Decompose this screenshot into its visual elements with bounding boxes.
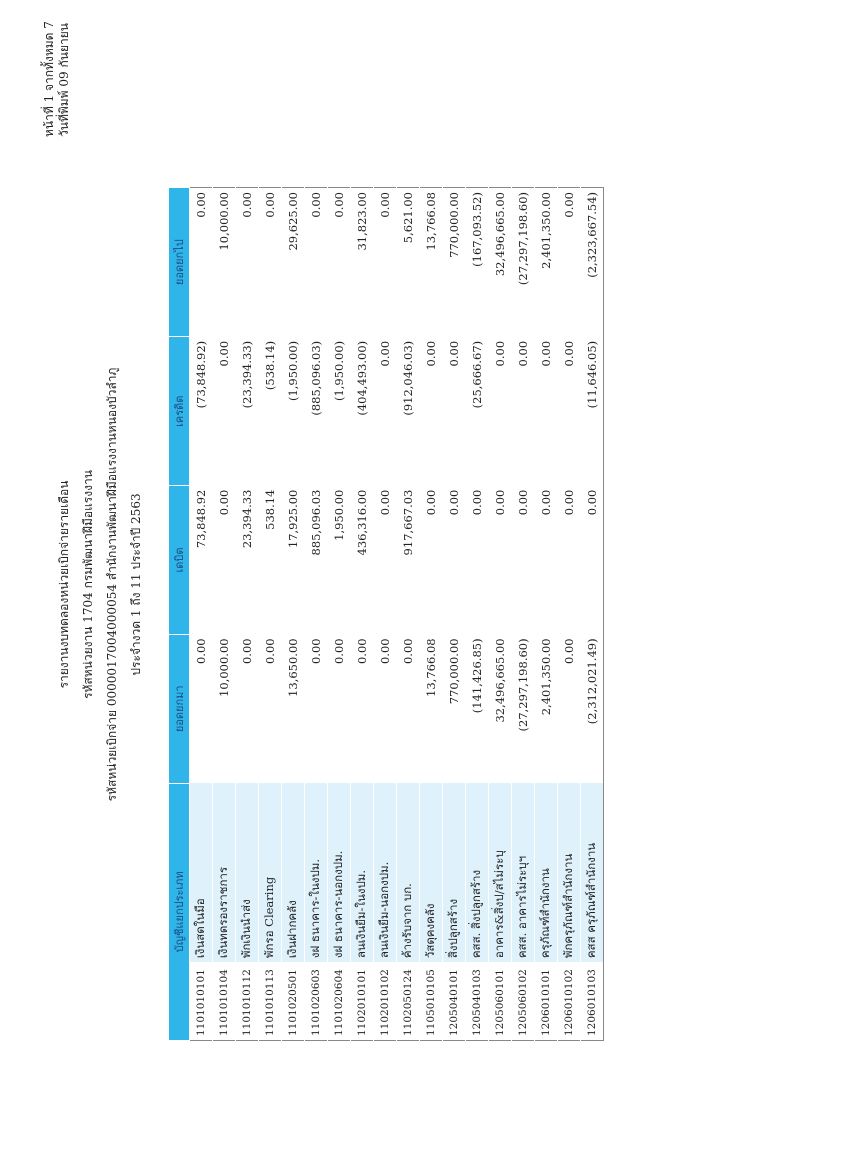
account-code: 1101020501 — [282, 962, 305, 1040]
debit-amount: 0.00 — [443, 486, 466, 635]
account-code: 1206010102 — [558, 962, 581, 1040]
debit-amount: 885,096.03 — [305, 486, 328, 635]
account-code: 1102050124 — [397, 962, 420, 1040]
col-header-credit: เครดิต — [169, 337, 190, 486]
col-header-debit: เดบิต — [169, 486, 190, 635]
credit-amount: (538.14) — [259, 337, 282, 486]
credit-amount: (73,848.92) — [190, 337, 213, 486]
account-name: พักเงินนำส่ง — [236, 783, 259, 962]
print-date: วันที่พิมพ์ 09 กันยายน — [57, 23, 71, 137]
account-name: คสส ครุภัณฑ์สำนักงาน — [581, 783, 604, 962]
brought-forward: 0.00 — [351, 634, 374, 783]
table-row — [535, 188, 558, 1041]
brought-forward: 13,650.00 — [282, 634, 305, 783]
account-name: งฝ ธนาคาร-นอกงปม. — [328, 783, 351, 962]
account-code: 1101010101 — [190, 962, 213, 1040]
col-header-carried-forward: ยอดยกไป — [169, 188, 190, 337]
carried-forward: (2,323,667.54) — [581, 188, 604, 337]
account-name: พักครุภัณฑ์สำนักงาน — [558, 783, 581, 962]
report-title-block — [52, 0, 148, 1169]
account-code: 1206010101 — [535, 962, 558, 1040]
carried-forward: 5,621.00 — [397, 188, 420, 337]
credit-amount: (11,646.05) — [581, 337, 604, 486]
brought-forward: 0.00 — [397, 634, 420, 783]
carried-forward: (167,093.52) — [466, 188, 489, 337]
carried-forward: (27,297,198.60) — [512, 188, 535, 337]
account-name: ครุภัณฑ์สำนักงาน — [535, 783, 558, 962]
debit-amount: 0.00 — [535, 486, 558, 635]
account-name: วัสดุคงคลัง — [420, 783, 443, 962]
brought-forward: (141,426.85) — [466, 634, 489, 783]
table-row — [397, 188, 420, 1041]
debit-amount: 436,316.00 — [351, 486, 374, 635]
account-code: 1101010113 — [259, 962, 282, 1040]
debit-amount: 0.00 — [581, 486, 604, 635]
carried-forward: 0.00 — [236, 188, 259, 337]
table-row — [351, 188, 374, 1041]
disbursement-unit: รหัสหน่วยเบิกจ่าย 0000017004000054 สำนักงานพัฒนาฝีมือแรงงานหนองบัวลำภู — [105, 367, 119, 802]
account-name: เงินฝากคลัง — [282, 783, 305, 962]
account-code: 1101020604 — [328, 962, 351, 1040]
account-name: เงินทดรองราชการ — [213, 783, 236, 962]
carried-forward: 0.00 — [259, 188, 282, 337]
carried-forward: 770,000.00 — [443, 188, 466, 337]
carried-forward: 31,823.00 — [351, 188, 374, 337]
table-row — [581, 188, 604, 1041]
table-row — [489, 188, 512, 1041]
table-row — [305, 188, 328, 1041]
account-code: 1205060101 — [489, 962, 512, 1040]
brought-forward: 0.00 — [558, 634, 581, 783]
table-header-row — [169, 188, 190, 1041]
account-name: คสส. อาคารไม่ระบุฯ — [512, 783, 535, 962]
account-code: 1205040101 — [443, 962, 466, 1040]
debit-amount: 17,925.00 — [282, 486, 305, 635]
table-row — [443, 188, 466, 1041]
credit-amount: 0.00 — [443, 337, 466, 486]
debit-amount: 0.00 — [489, 486, 512, 635]
agency-code: รหัสหน่วยงาน 1704 กรมพัฒนาฝีมือแรงงาน — [81, 470, 95, 699]
table-row — [512, 188, 535, 1041]
brought-forward: 10,000.00 — [213, 634, 236, 783]
table-row — [420, 188, 443, 1041]
table-body — [190, 188, 604, 1041]
debit-amount: 917,667.03 — [397, 486, 420, 635]
brought-forward: 0.00 — [305, 634, 328, 783]
credit-amount: (404,493.00) — [351, 337, 374, 486]
debit-amount: 538.14 — [259, 486, 282, 635]
debit-amount: 0.00 — [512, 486, 535, 635]
brought-forward: 2,401,350.00 — [535, 634, 558, 783]
credit-amount: 0.00 — [558, 337, 581, 486]
account-name: อาคาร&สิ่งป/สไม่ระบุ — [489, 783, 512, 962]
brought-forward: 0.00 — [374, 634, 397, 783]
credit-amount: (1,950.00) — [282, 337, 305, 486]
report-title: รายงานงบทดลองหน่วยเบิกจ่ายรายเดือน — [57, 480, 71, 689]
account-code: 1101010112 — [236, 962, 259, 1040]
credit-amount: (1,950.00) — [328, 337, 351, 486]
account-code: 1101020603 — [305, 962, 328, 1040]
account-code: 1102010102 — [374, 962, 397, 1040]
brought-forward: 770,000.00 — [443, 634, 466, 783]
carried-forward: 2,401,350.00 — [535, 188, 558, 337]
account-name: สิ่งปลูกสร้าง — [443, 783, 466, 962]
account-code: 1102010101 — [351, 962, 374, 1040]
credit-amount: 0.00 — [374, 337, 397, 486]
debit-amount: 0.00 — [420, 486, 443, 635]
trial-balance-table — [168, 187, 604, 1041]
account-code: 1206010103 — [581, 962, 604, 1040]
brought-forward: 0.00 — [328, 634, 351, 783]
brought-forward: 32,496,665.00 — [489, 634, 512, 783]
debit-amount: 0.00 — [374, 486, 397, 635]
table-row — [466, 188, 489, 1041]
account-name: คสส. สิ่งปลูกสร้าง — [466, 783, 489, 962]
credit-amount: (885,096.03) — [305, 337, 328, 486]
credit-amount: 0.00 — [512, 337, 535, 486]
account-name: ลนเงินยืม-นอกงปม. — [374, 783, 397, 962]
credit-amount: 0.00 — [535, 337, 558, 486]
brought-forward: (27,297,198.60) — [512, 634, 535, 783]
col-header-ledger: บัญชีแยกประเภท — [169, 783, 190, 1040]
credit-amount: (25,666.67) — [466, 337, 489, 486]
carried-forward: 0.00 — [558, 188, 581, 337]
debit-amount: 1,950.00 — [328, 486, 351, 635]
account-name: ลนเงินยืม-ในงปม. — [351, 783, 374, 962]
carried-forward: 29,625.00 — [282, 188, 305, 337]
account-name: เงินสดในมือ — [190, 783, 213, 962]
account-code: 1105010105 — [420, 962, 443, 1040]
carried-forward: 0.00 — [190, 188, 213, 337]
credit-amount: 0.00 — [420, 337, 443, 486]
brought-forward: 13,766.08 — [420, 634, 443, 783]
account-code: 1205060102 — [512, 962, 535, 1040]
brought-forward: (2,312,021.49) — [581, 634, 604, 783]
table-row — [236, 188, 259, 1041]
account-code: 1101010104 — [213, 962, 236, 1040]
col-header-brought-forward: ยอดยกมา — [169, 634, 190, 783]
debit-amount: 0.00 — [558, 486, 581, 635]
credit-amount: (23,394.33) — [236, 337, 259, 486]
carried-forward: 10,000.00 — [213, 188, 236, 337]
carried-forward: 0.00 — [374, 188, 397, 337]
credit-amount: (912,046.03) — [397, 337, 420, 486]
debit-amount: 0.00 — [213, 486, 236, 635]
page-number: หน้าที่ 1 จากทั้งหมด 7 — [42, 21, 56, 137]
account-name: งฝ ธนาคาร-ในงปม. — [305, 783, 328, 962]
carried-forward: 0.00 — [328, 188, 351, 337]
table-row — [374, 188, 397, 1041]
debit-amount: 0.00 — [466, 486, 489, 635]
debit-amount: 73,848.92 — [190, 486, 213, 635]
report-period: ประจำงวด 1 ถึง 11 ประจำปี 2563 — [129, 493, 143, 676]
table-row — [558, 188, 581, 1041]
table-row — [190, 188, 213, 1041]
table-row — [282, 188, 305, 1041]
credit-amount: 0.00 — [213, 337, 236, 486]
carried-forward: 0.00 — [305, 188, 328, 337]
brought-forward: 0.00 — [190, 634, 213, 783]
table-row — [328, 188, 351, 1041]
account-name: ค้างรับจาก บก. — [397, 783, 420, 962]
carried-forward: 32,496,665.00 — [489, 188, 512, 337]
carried-forward: 13,766.08 — [420, 188, 443, 337]
credit-amount: 0.00 — [489, 337, 512, 486]
brought-forward: 0.00 — [259, 634, 282, 783]
debit-amount: 23,394.33 — [236, 486, 259, 635]
account-code: 1205040103 — [466, 962, 489, 1040]
brought-forward: 0.00 — [236, 634, 259, 783]
account-name: พักรอ Clearing — [259, 783, 282, 962]
table-row — [259, 188, 282, 1041]
table-row — [213, 188, 236, 1041]
